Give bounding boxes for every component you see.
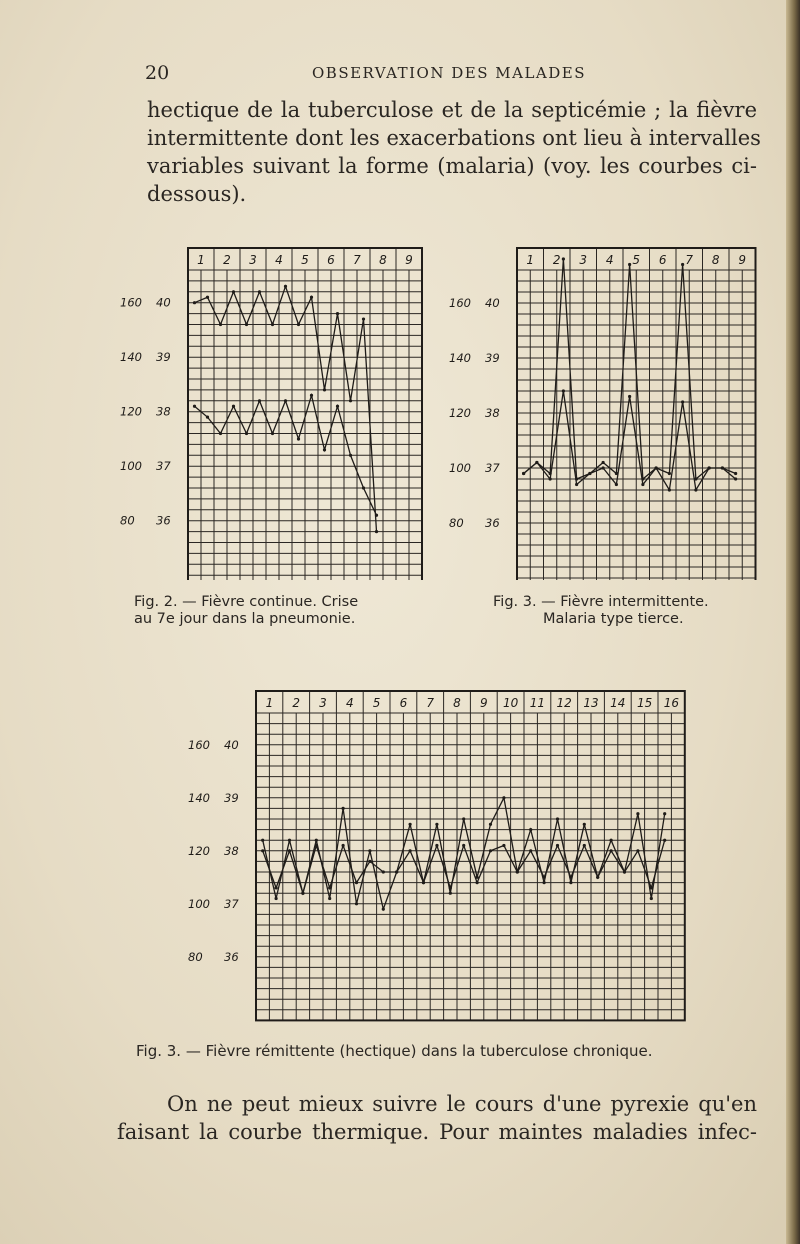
data-point bbox=[489, 849, 492, 852]
x-tick-label: 8 bbox=[379, 253, 387, 267]
data-point bbox=[569, 881, 572, 884]
data-point bbox=[462, 817, 465, 820]
x-tick-label: 10 bbox=[502, 696, 519, 710]
data-point bbox=[301, 892, 304, 895]
caption-line: au 7e jour dans la pneumonie. bbox=[134, 611, 356, 627]
y-pulse-label: 120 bbox=[188, 843, 210, 858]
data-point bbox=[382, 870, 385, 873]
data-point bbox=[628, 263, 631, 266]
text-line: intermittente dont les exacerbations ont lieu à intervalles bbox=[147, 126, 761, 150]
data-point bbox=[462, 844, 465, 847]
text-line: On ne peut mieux suivre le cours d'une pyrexie qu'en bbox=[167, 1092, 757, 1116]
data-point bbox=[342, 807, 345, 810]
x-tick-label: 16 bbox=[663, 696, 680, 710]
data-point bbox=[232, 290, 235, 293]
data-point bbox=[349, 399, 352, 402]
x-tick-label: 14 bbox=[610, 696, 626, 710]
data-point bbox=[569, 876, 572, 879]
data-point bbox=[271, 323, 274, 326]
series-line-1 bbox=[195, 286, 377, 531]
y-pulse-label: 160 bbox=[188, 737, 210, 752]
paragraph-body bbox=[117, 1090, 757, 1146]
y-temp-label: 36 bbox=[156, 513, 171, 528]
y-temp-label: 39 bbox=[485, 351, 500, 365]
data-point bbox=[409, 823, 412, 826]
data-point bbox=[556, 844, 559, 847]
data-point bbox=[323, 388, 326, 391]
data-point bbox=[663, 812, 666, 815]
y-temp-label: 38 bbox=[224, 843, 239, 858]
data-point bbox=[529, 849, 532, 852]
data-point bbox=[349, 454, 352, 457]
data-point bbox=[610, 849, 613, 852]
data-point bbox=[721, 466, 724, 469]
data-point bbox=[562, 257, 565, 260]
y-pulse-label: 160 bbox=[120, 295, 142, 310]
data-point bbox=[328, 886, 331, 889]
data-point bbox=[258, 290, 261, 293]
data-point bbox=[275, 886, 278, 889]
data-point bbox=[681, 263, 684, 266]
x-tick-label: 12 bbox=[556, 696, 572, 710]
y-temp-label: 37 bbox=[156, 459, 171, 474]
data-point bbox=[575, 483, 578, 486]
data-point bbox=[543, 876, 546, 879]
chart-grid bbox=[188, 248, 422, 580]
y-pulse-label: 140 bbox=[120, 350, 142, 365]
data-point bbox=[610, 839, 613, 842]
data-point bbox=[668, 488, 671, 491]
data-point bbox=[529, 828, 532, 831]
data-point bbox=[310, 394, 313, 397]
data-point bbox=[193, 301, 196, 304]
y-temp-label: 38 bbox=[485, 406, 500, 420]
text-line: variables suivant la forme (malaria) (voy. les courbes ci- bbox=[147, 154, 757, 178]
data-point bbox=[323, 448, 326, 451]
data-point bbox=[310, 296, 313, 299]
y-pulse-label: 100 bbox=[120, 459, 142, 474]
data-point bbox=[655, 466, 658, 469]
data-point bbox=[583, 844, 586, 847]
data-point bbox=[368, 849, 371, 852]
data-point bbox=[382, 908, 385, 911]
data-point bbox=[489, 823, 492, 826]
data-point bbox=[342, 844, 345, 847]
x-tick-label: 9 bbox=[405, 253, 413, 267]
data-point bbox=[355, 902, 358, 905]
x-tick-label: 3 bbox=[249, 253, 257, 267]
data-point bbox=[543, 881, 546, 884]
x-tick-label: 9 bbox=[738, 253, 747, 267]
data-point bbox=[315, 839, 318, 842]
y-pulse-label: 160 bbox=[449, 296, 471, 310]
data-point bbox=[708, 466, 711, 469]
page-edge-shadow bbox=[786, 0, 800, 1244]
data-point bbox=[636, 812, 639, 815]
data-point bbox=[641, 483, 644, 486]
x-tick-label: 8 bbox=[711, 253, 720, 267]
x-tick-label: 7 bbox=[426, 696, 435, 710]
x-tick-label: 15 bbox=[636, 696, 653, 710]
page-number: 20 bbox=[145, 62, 170, 84]
data-point bbox=[734, 477, 737, 480]
text-line: faisant la courbe thermique. Pour maintes maladies infec- bbox=[117, 1120, 757, 1144]
text-line: dessous). bbox=[147, 182, 247, 206]
x-tick-label: 11 bbox=[529, 696, 546, 710]
data-point bbox=[449, 886, 452, 889]
x-tick-label: 5 bbox=[632, 253, 641, 267]
y-temp-label: 40 bbox=[224, 737, 239, 752]
data-point bbox=[336, 312, 339, 315]
chart-fig3-fievre-intermittente bbox=[445, 236, 775, 580]
data-point bbox=[602, 466, 605, 469]
data-point bbox=[261, 849, 264, 852]
x-tick-label: 5 bbox=[372, 696, 381, 710]
data-point bbox=[522, 472, 525, 475]
data-point bbox=[502, 796, 505, 799]
x-tick-label: 7 bbox=[353, 253, 361, 267]
data-point bbox=[668, 472, 671, 475]
caption-line: Malaria type tierce. bbox=[543, 611, 684, 627]
y-temp-label: 38 bbox=[156, 404, 171, 419]
data-point bbox=[476, 881, 479, 884]
data-point bbox=[409, 849, 412, 852]
data-point bbox=[628, 395, 631, 398]
data-point bbox=[556, 817, 559, 820]
data-point bbox=[297, 437, 300, 440]
x-tick-label: 1 bbox=[265, 696, 274, 710]
running-header bbox=[0, 62, 800, 92]
y-pulse-label: 100 bbox=[449, 461, 471, 475]
data-point bbox=[275, 897, 278, 900]
x-tick-label: 6 bbox=[399, 696, 408, 710]
data-point bbox=[245, 323, 248, 326]
text-line: hectique de la tuberculose et de la septicémie ; la fièvre bbox=[147, 98, 757, 122]
chart-fig4-fievre-remittente bbox=[180, 683, 690, 1023]
data-point bbox=[516, 870, 519, 873]
data-point bbox=[193, 405, 196, 408]
y-pulse-label: 80 bbox=[120, 513, 135, 528]
x-tick-label: 6 bbox=[327, 253, 335, 267]
data-point bbox=[288, 849, 291, 852]
series-line-2 bbox=[524, 391, 736, 490]
y-pulse-label: 140 bbox=[449, 351, 471, 365]
caption-line: Fig. 2. — Fièvre continue. Crise bbox=[134, 594, 359, 610]
running-head: OBSERVATION DES MALADES bbox=[312, 64, 587, 82]
data-point bbox=[435, 823, 438, 826]
data-point bbox=[602, 461, 605, 464]
data-point bbox=[368, 860, 371, 863]
data-point bbox=[206, 416, 209, 419]
data-point bbox=[549, 477, 552, 480]
data-point bbox=[219, 432, 222, 435]
data-point bbox=[362, 486, 365, 489]
y-pulse-label: 100 bbox=[188, 896, 210, 911]
data-point bbox=[583, 823, 586, 826]
x-tick-label: 2 bbox=[223, 253, 231, 267]
x-tick-label: 3 bbox=[319, 696, 327, 710]
data-point bbox=[734, 472, 737, 475]
data-point bbox=[422, 881, 425, 884]
data-point bbox=[623, 870, 626, 873]
y-temp-label: 36 bbox=[224, 949, 239, 964]
data-point bbox=[650, 897, 653, 900]
y-temp-label: 40 bbox=[156, 295, 171, 310]
y-pulse-label: 120 bbox=[120, 404, 142, 419]
caption-line: Fig. 3. — Fièvre rémittente (hectique) dans la tuberculose chronique. bbox=[136, 1042, 653, 1060]
figure-caption-fig2 bbox=[134, 594, 358, 628]
y-pulse-label: 120 bbox=[449, 406, 471, 420]
x-tick-label: 3 bbox=[579, 253, 588, 267]
x-tick-label: 4 bbox=[275, 253, 283, 267]
data-point bbox=[588, 472, 591, 475]
data-point bbox=[297, 323, 300, 326]
figure-caption-fig4 bbox=[136, 1043, 653, 1060]
data-point bbox=[636, 849, 639, 852]
data-point bbox=[288, 839, 291, 842]
y-pulse-label: 140 bbox=[188, 790, 210, 805]
x-tick-label: 2 bbox=[552, 253, 561, 267]
x-tick-label: 1 bbox=[197, 253, 205, 267]
data-point bbox=[375, 514, 378, 517]
y-temp-label: 40 bbox=[485, 296, 500, 310]
data-point bbox=[328, 897, 331, 900]
y-temp-label: 39 bbox=[156, 350, 171, 365]
data-point bbox=[596, 876, 599, 879]
x-tick-label: 2 bbox=[292, 696, 301, 710]
data-point bbox=[284, 285, 287, 288]
data-point bbox=[271, 432, 274, 435]
chart-grid bbox=[517, 248, 756, 580]
data-point bbox=[694, 488, 697, 491]
data-point bbox=[206, 296, 209, 299]
data-point bbox=[502, 844, 505, 847]
data-point bbox=[663, 839, 666, 842]
data-point bbox=[219, 323, 222, 326]
data-point bbox=[681, 400, 684, 403]
data-point bbox=[261, 839, 264, 842]
data-point bbox=[315, 844, 318, 847]
x-tick-label: 5 bbox=[301, 253, 309, 267]
caption-line: Fig. 3. — Fièvre intermittente. bbox=[493, 594, 709, 610]
y-pulse-label: 80 bbox=[188, 949, 203, 964]
data-point bbox=[284, 399, 287, 402]
y-temp-label: 37 bbox=[485, 461, 500, 475]
data-point bbox=[362, 317, 365, 320]
data-point bbox=[395, 870, 398, 873]
data-point bbox=[232, 405, 235, 408]
y-temp-label: 36 bbox=[485, 516, 500, 530]
data-point bbox=[615, 483, 618, 486]
chart-fig2-fievre-continue bbox=[110, 240, 430, 580]
data-point bbox=[355, 881, 358, 884]
data-point bbox=[449, 892, 452, 895]
x-tick-label: 4 bbox=[345, 696, 354, 710]
paragraph-intro bbox=[147, 96, 761, 208]
data-point bbox=[245, 432, 248, 435]
y-temp-label: 39 bbox=[224, 790, 239, 805]
y-temp-label: 37 bbox=[224, 896, 239, 911]
x-tick-label: 1 bbox=[526, 253, 535, 267]
y-pulse-label: 80 bbox=[449, 516, 464, 530]
x-tick-label: 13 bbox=[583, 696, 599, 710]
data-point bbox=[375, 530, 378, 533]
data-point bbox=[535, 461, 538, 464]
x-tick-label: 7 bbox=[685, 253, 694, 267]
data-point bbox=[562, 389, 565, 392]
data-point bbox=[258, 399, 261, 402]
figure-caption-fig3 bbox=[493, 594, 709, 628]
data-point bbox=[650, 886, 653, 889]
data-point bbox=[435, 844, 438, 847]
x-tick-label: 8 bbox=[453, 696, 461, 710]
x-tick-label: 4 bbox=[605, 253, 614, 267]
x-tick-label: 6 bbox=[658, 253, 667, 267]
x-tick-label: 9 bbox=[479, 696, 488, 710]
data-point bbox=[336, 405, 339, 408]
